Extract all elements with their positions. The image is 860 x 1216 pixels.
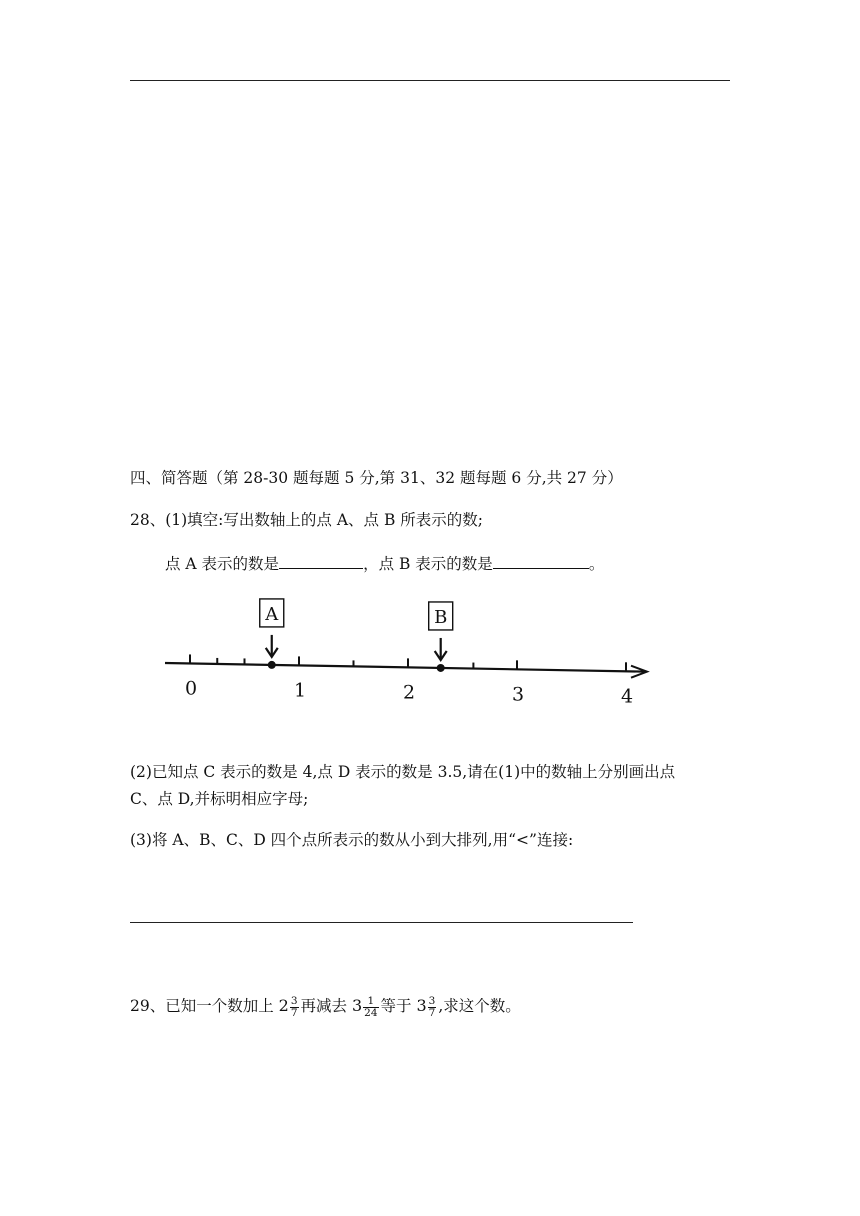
mixed3-fraction xyxy=(428,996,437,1019)
header-rule xyxy=(130,80,730,81)
q29-mid2: 等于 xyxy=(380,997,417,1015)
q28-part2-line1: (2)已知点 C 表示的数是 4,点 D 表示的数是 3.5,请在(1)中的数轴上分别画出点 xyxy=(130,763,676,781)
tick-label-2: 2 xyxy=(403,681,416,704)
mixed1-numerator: 3 xyxy=(290,994,298,1007)
q28-part2-line2: C、点 D,并标明相应字母; xyxy=(130,790,309,808)
mixed3-whole: 3 xyxy=(416,996,427,1015)
point-a-label: A xyxy=(265,603,279,625)
q29-suffix: ,求这个数。 xyxy=(438,997,521,1015)
point-b-label: B xyxy=(434,606,448,628)
mixed3-numerator: 3 xyxy=(428,994,436,1007)
section-heading: 四、简答题（第 28-30 题每题 5 分,第 31、32 题每题 6 分,共 27 分） xyxy=(130,469,623,487)
answer-line[interactable] xyxy=(130,922,633,923)
mixed1-denominator: 7 xyxy=(290,1006,298,1019)
tick-label-1: 1 xyxy=(294,679,307,702)
point-a-dot xyxy=(268,661,276,669)
number-line-figure xyxy=(150,585,670,705)
point-b-dot xyxy=(437,664,445,672)
mixed3-denominator: 7 xyxy=(428,1006,436,1019)
mixed2-fraction xyxy=(363,996,378,1019)
q29-question xyxy=(130,994,521,1019)
q28-part3-prompt: (3)将 A、B、C、D 四个点所表示的数从小到大排列,用“<”连接: xyxy=(130,831,574,849)
mixed2-whole: 3 xyxy=(351,996,363,1015)
q28-fill-line xyxy=(165,551,604,574)
mixed1-whole: 2 xyxy=(278,996,289,1015)
answer-b-blank[interactable] xyxy=(493,551,589,569)
mixed2-denominator: 24 xyxy=(364,1006,378,1019)
tick-label-0: 0 xyxy=(185,677,198,700)
mixed2-numerator: 1 xyxy=(363,996,378,1008)
fill-b-prefix: ，点 B 表示的数是 xyxy=(363,555,493,573)
axis-line xyxy=(165,663,645,672)
q29-mid1: 再减去 xyxy=(300,997,352,1015)
answer-a-blank[interactable] xyxy=(279,551,363,569)
tick-label-3: 3 xyxy=(512,683,525,705)
q28-part1-prompt: 28、(1)填空:写出数轴上的点 A、点 B 所表示的数; xyxy=(130,511,483,529)
fill-end: 。 xyxy=(588,555,605,573)
q29-prefix: 29、已知一个数加上 xyxy=(130,997,279,1015)
mixed1-fraction xyxy=(290,996,299,1019)
tick-label-4: 4 xyxy=(621,685,634,705)
fill-a-prefix: 点 A 表示的数是 xyxy=(165,555,280,573)
